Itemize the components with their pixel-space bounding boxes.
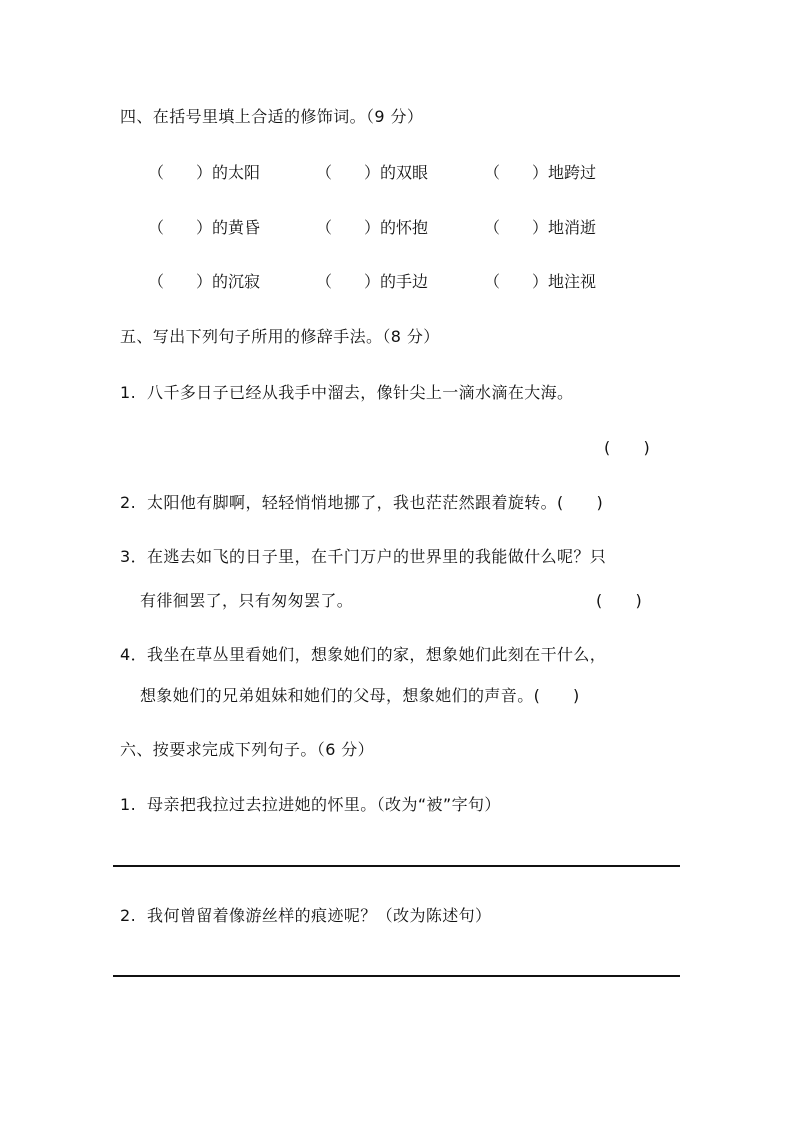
answer-blank: ( )	[604, 438, 651, 457]
fill-blank-item: （ ）的黄昏	[148, 218, 261, 237]
section5-question-1: 1. 八千多日子已经从我手中溜去，像针尖上一滴水滴在大海。	[120, 383, 574, 402]
answer-line	[113, 975, 680, 977]
fill-blank-item: （ ）的沉寂	[148, 272, 261, 291]
fill-blank-item: （ ）的双眼	[316, 163, 429, 182]
section6-question-1: 1. 母亲把我拉过去拉进她的怀里。（改为“被”字句）	[120, 795, 501, 814]
section6-title: 六、按要求完成下列句子。（6 分）	[120, 740, 375, 759]
section5-question-4-line1: 4．我坐在草丛里看她们，想象她们的家，想象她们此刻在干什么，	[120, 645, 607, 664]
section5-question-4-line2: 想象她们的兄弟姐妹和她们的父母，想象她们的声音。( )	[140, 686, 580, 705]
section5-question-3-line2: 有徘徊罢了，只有匆匆罢了。	[140, 591, 354, 610]
fill-blank-item: （ ）的太阳	[148, 163, 261, 182]
fill-blank-item: （ ）地跨过	[484, 163, 597, 182]
fill-blank-item: （ ）地注视	[484, 272, 597, 291]
fill-blank-item: （ ）地消逝	[484, 218, 597, 237]
section5-title: 五、写出下列句子所用的修辞手法。（8 分）	[120, 327, 440, 346]
section6-question-2: 2. 我何曾留着像游丝样的痕迹呢？（改为陈述句）	[120, 906, 492, 925]
section5-question-2: 2. 太阳他有脚啊，轻轻悄悄地挪了，我也茫茫然跟着旋转。( )	[120, 493, 604, 512]
section5-question-3-line1: 3．在逃去如飞的日子里，在千门万户的世界里的我能做什么呢？只	[120, 547, 607, 566]
answer-line	[113, 865, 680, 867]
fill-blank-item: （ ）的怀抱	[316, 218, 429, 237]
fill-blank-item: （ ）的手边	[316, 272, 429, 291]
answer-blank: ( )	[596, 591, 643, 610]
section4-title: 四、在括号里填上合适的修饰词。（9 分）	[120, 107, 424, 126]
